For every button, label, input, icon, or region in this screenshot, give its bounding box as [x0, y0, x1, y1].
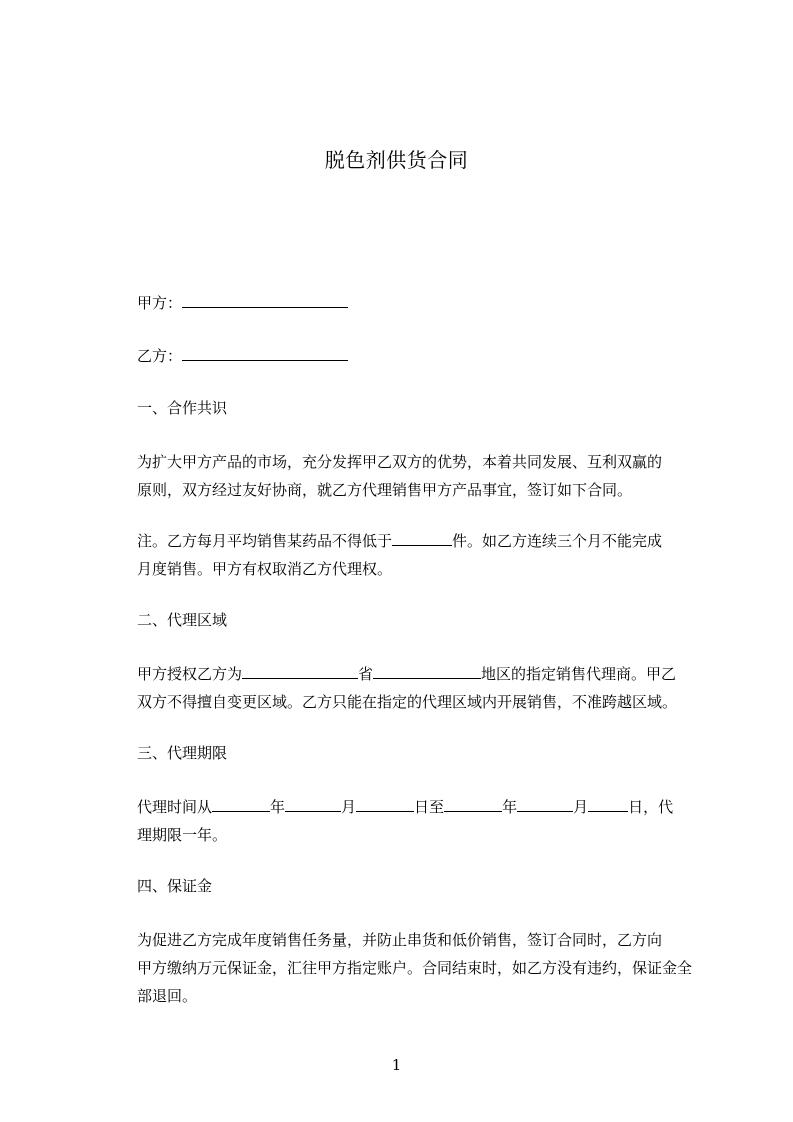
section-heading: 二、代理区域: [137, 611, 228, 629]
date-blank: [588, 796, 628, 812]
text-segment: 年: [502, 798, 518, 816]
paragraph-line: 为促进乙方完成年度销售任务量，并防止串货和低价销售，签订合同时，乙方向: [137, 931, 663, 949]
text-segment: 省: [358, 665, 374, 683]
text-segment: 注。乙方每月平均销售某药品不得低于: [137, 532, 393, 550]
text-segment: 地区的指定销售代理商。甲乙: [481, 665, 677, 683]
province-blank: [242, 663, 358, 679]
paragraph: [137, 448, 707, 504]
date-blank: [356, 796, 414, 812]
section-heading: 四、保证金: [137, 877, 213, 895]
paragraph-line: 为扩大甲方产品的市场，充分发挥甲乙双方的优势，本着共同发展、互利双赢的: [137, 453, 663, 471]
quantity-blank: [392, 530, 452, 546]
text-segment: 日，代: [628, 798, 674, 816]
text-segment: 年: [270, 798, 286, 816]
party-b-line: [137, 345, 348, 366]
paragraph-line: 月度销售。甲方有权取消乙方代理权。: [137, 560, 393, 578]
date-blank: [285, 796, 341, 812]
paragraph: [137, 527, 707, 583]
page-number: 1: [391, 1056, 402, 1074]
paragraph-line: [137, 793, 707, 821]
party-a-line: [137, 292, 348, 313]
paragraph: [137, 660, 707, 716]
text-segment: 件。如乙方连续三个月不能完成: [452, 532, 663, 550]
paragraph-line: 理期限一年。: [137, 826, 228, 844]
date-blank: [444, 796, 502, 812]
text-segment: 日至: [414, 798, 445, 816]
text-segment: 甲方授权乙方为: [137, 665, 243, 683]
date-blank: [517, 796, 573, 812]
paragraph-line: 双方不得擅自变更区域。乙方只能在指定的代理区域内开展销售，不准跨越区域。: [137, 693, 678, 711]
party-b-label: 乙方：: [137, 347, 183, 365]
paragraph-line: 原则，双方经过友好协商，就乙方代理销售甲方产品事宜，签订如下合同。: [137, 481, 633, 499]
paragraph-line: [137, 527, 707, 555]
paragraph-line: 部退回。: [137, 987, 198, 1005]
section-heading: 一、合作共识: [137, 399, 228, 417]
paragraph-line: 甲方缴纳万元保证金，汇往甲方指定账户。合同结束时，如乙方没有违约，保证金全: [137, 959, 693, 977]
date-blank: [212, 796, 270, 812]
paragraph-line: [137, 660, 707, 688]
region-blank: [373, 663, 481, 679]
party-a-blank: [182, 292, 348, 308]
document-title: 脱色剂供货合同: [324, 148, 469, 172]
text-segment: 月: [573, 798, 589, 816]
text-segment: 代理时间从: [137, 798, 213, 816]
text-segment: 月: [341, 798, 357, 816]
paragraph: [137, 793, 707, 849]
paragraph: [137, 926, 707, 1010]
section-heading: 三、代理期限: [137, 744, 228, 762]
party-a-label: 甲方：: [137, 294, 183, 312]
party-b-blank: [182, 345, 348, 361]
